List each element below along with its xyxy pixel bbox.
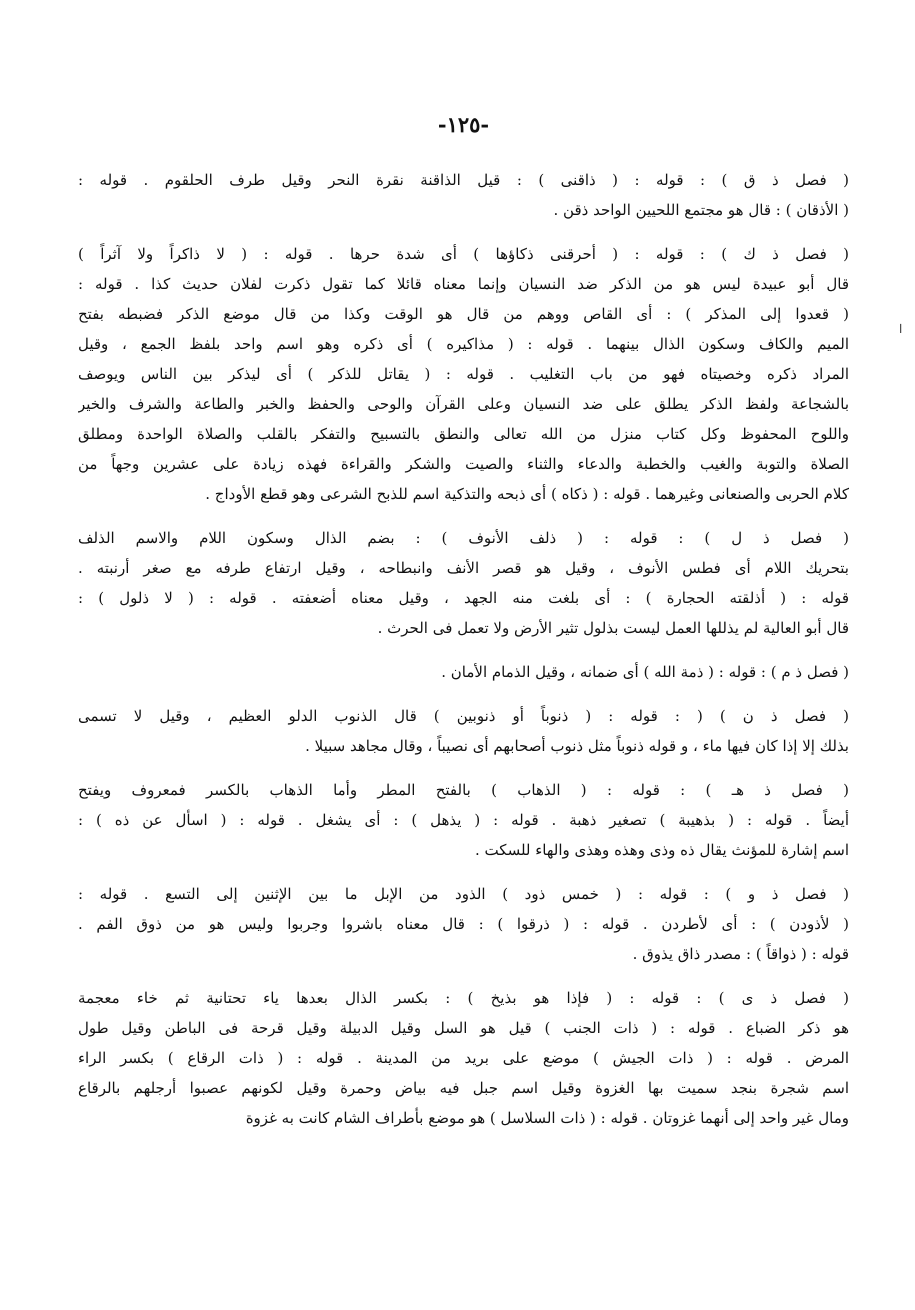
- text-line: ( فصل ذ ن ) ( : قوله : ( ذنوباً أو ذنوبين ) قال الذنوب الدلو العظيم ، وقيل لا تسمى: [78, 707, 849, 725]
- text-line: ( فصل ذ و ) : قوله : ( خمس ذود ) الذود من الإبل ما بين الإثنين إلى التسع . قوله :: [78, 885, 849, 903]
- text-line: هو ذكر الضباع . قوله : ( ذات الجنب ) قيل هو السل وقيل الدبيلة وقيل قرحة فى الباطن وقيل طول: [78, 1019, 849, 1037]
- paragraph: [78, 523, 849, 643]
- text-line: ( فصل ذ ق ) : قوله : ( ذاقنى ) : قيل الذاقنة نقرة النحر وقيل طرف الحلقوم . قوله :: [78, 171, 849, 189]
- text-line: المرض . قوله : ( ذات الجيش ) موضع على بريد من المدينة . قوله : ( ذات الرقاع ) بكسر الراء: [78, 1049, 849, 1067]
- text-line: ( فصل ذ ل ) : قوله : ( ذلف الأنوف ) : بضم الذال وسكون اللام والاسم الذلف: [78, 529, 849, 547]
- text-line: واللوح المحفوظ وكل كتاب منزل من الله تعالى والنطق بالتسبيح والتفكر بالقلب والصلاة الواحدة ومطلق: [78, 425, 849, 443]
- text-line: بذلك إلا إذا كان فيها ماء ، و قوله ذنوباً مثل ذنوب أصحابهم أى نصيباً ، وقال مجاهد سبيلا .: [305, 737, 849, 755]
- text-line: كلام الحربى والصنعانى وغيرهما . قوله : ( ذكاه ) أى ذبحه والتذكية اسم للذبح الشرعى وهو قطع الأوداج .: [205, 485, 849, 503]
- text-line: ( فصل ذ ى ) : قوله : ( فإذا هو بذيخ ) : بكسر الذال بعدها ياء تحتانية ثم خاء معجمة: [78, 989, 849, 1007]
- text-line: ( فصل ذ هـ ) : قوله : ( الذهاب ) بالفتح المطر وأما الذهاب بالكسر فمعروف ويفتح: [78, 781, 849, 799]
- text-line: ( الأذقان ) : قال هو مجتمع اللحيين الواحد ذقن .: [553, 201, 849, 219]
- text-line: ( فصل ذ م ) : قوله : ( ذمة الله ) أى ضمانه ، وقيل الذمام الأمان .: [441, 663, 849, 681]
- margin-mark: ا: [899, 322, 903, 336]
- paragraph: [78, 239, 849, 509]
- paragraph: [78, 165, 849, 225]
- text-line: الصلاة والتوبة والغيب والخطبة والدعاء والثناء والصيت والشكر والقراءة فهذه زيادة على عشرين وجهاً من: [78, 455, 849, 473]
- page-number: -١٢٥-: [437, 112, 490, 137]
- text-line: أيضاً . قوله : ( بذهيبة ) تصغير ذهبة . قوله : ( يذهل ) : أى يشغل . قوله : ( اسأل عن ذه ) :: [78, 811, 849, 829]
- text-line: اسم شجرة بنجد سميت بها الغزوة وقيل اسم جبل فيه بياض وحمرة وقيل لكونهم عصبوا أرجلهم بالرقاع: [78, 1079, 849, 1097]
- paragraph: [78, 657, 849, 687]
- paragraph: [78, 775, 849, 865]
- text-line: قوله : ( ذواقاً ) : مصدر ذاق يذوق .: [632, 945, 849, 963]
- text-line: ( لأذودن ) : أى لأطردن . قوله : ( ذرقوا ) : قال معناه باشروا وجربوا وليس هو من ذوق الفم .: [78, 915, 849, 933]
- text-line: ( فصل ذ ك ) : قوله : ( أحرقنى ذكاؤها ) أى شدة حرها . قوله : ( لا ذاكراً ولا آثراً ): [78, 245, 849, 263]
- body-text: [78, 165, 849, 1133]
- text-line: ومال غير واحد إلى أنهما غزوتان . قوله : ( ذات السلاسل ) هو موضع بأطراف الشام كانت به غزوة: [245, 1109, 849, 1127]
- paragraph: [78, 879, 849, 969]
- text-line: الميم والكاف وسكون الذال بينهما . قوله : ( مذاكيره ) أى ذكره وهو اسم واحد بلفظ الجمع ، وقيل: [78, 335, 849, 353]
- paragraph: [78, 983, 849, 1133]
- text-line: المراد ذكره وخصيتاه فهو من باب التغليب . قوله : ( يقاتل للذكر ) أى ليذكر بين الناس ويوصف: [78, 365, 849, 383]
- paragraph: [78, 701, 849, 761]
- text-line: بتحريك اللام أى فطس الأنوف ، وقيل هو قصر الأنف وانبطاحه ، وقيل ارتفاع طرفه مع صغر أرنبته .: [78, 559, 849, 577]
- text-line: ( قعدوا إلى المذكر ) : أى القاص ووهم من قال هو الوقت وكذا من قال موضع الذكر فضبطه بفتح: [78, 305, 849, 323]
- text-line: قال أبو العالية لم يذللها العمل ليست بذلول تثير الأرض ولا تعمل فى الحرث .: [377, 619, 849, 637]
- text-line: قال أبو عبيدة ليس هو من الذكر ضد النسيان وإنما معناه قائلا كما تقول ذكرت لفلان حديث كذا . قوله :: [78, 275, 849, 293]
- text-line: بالشجاعة ولفظ الذكر يطلق على ضد النسيان وعلى القرآن والوحى والحفظ والخبر والطاعة والشرف والخير: [78, 395, 849, 413]
- text-line: اسم إشارة للمؤنث يقال ذه وذى وهذه وهذى والهاء للسكت .: [475, 841, 849, 859]
- text-line: قوله : ( أذلقته الحجارة ) : أى بلغت منه الجهد ، وقيل معناه أضعفته . قوله : ( لا ذلول ) :: [78, 589, 849, 607]
